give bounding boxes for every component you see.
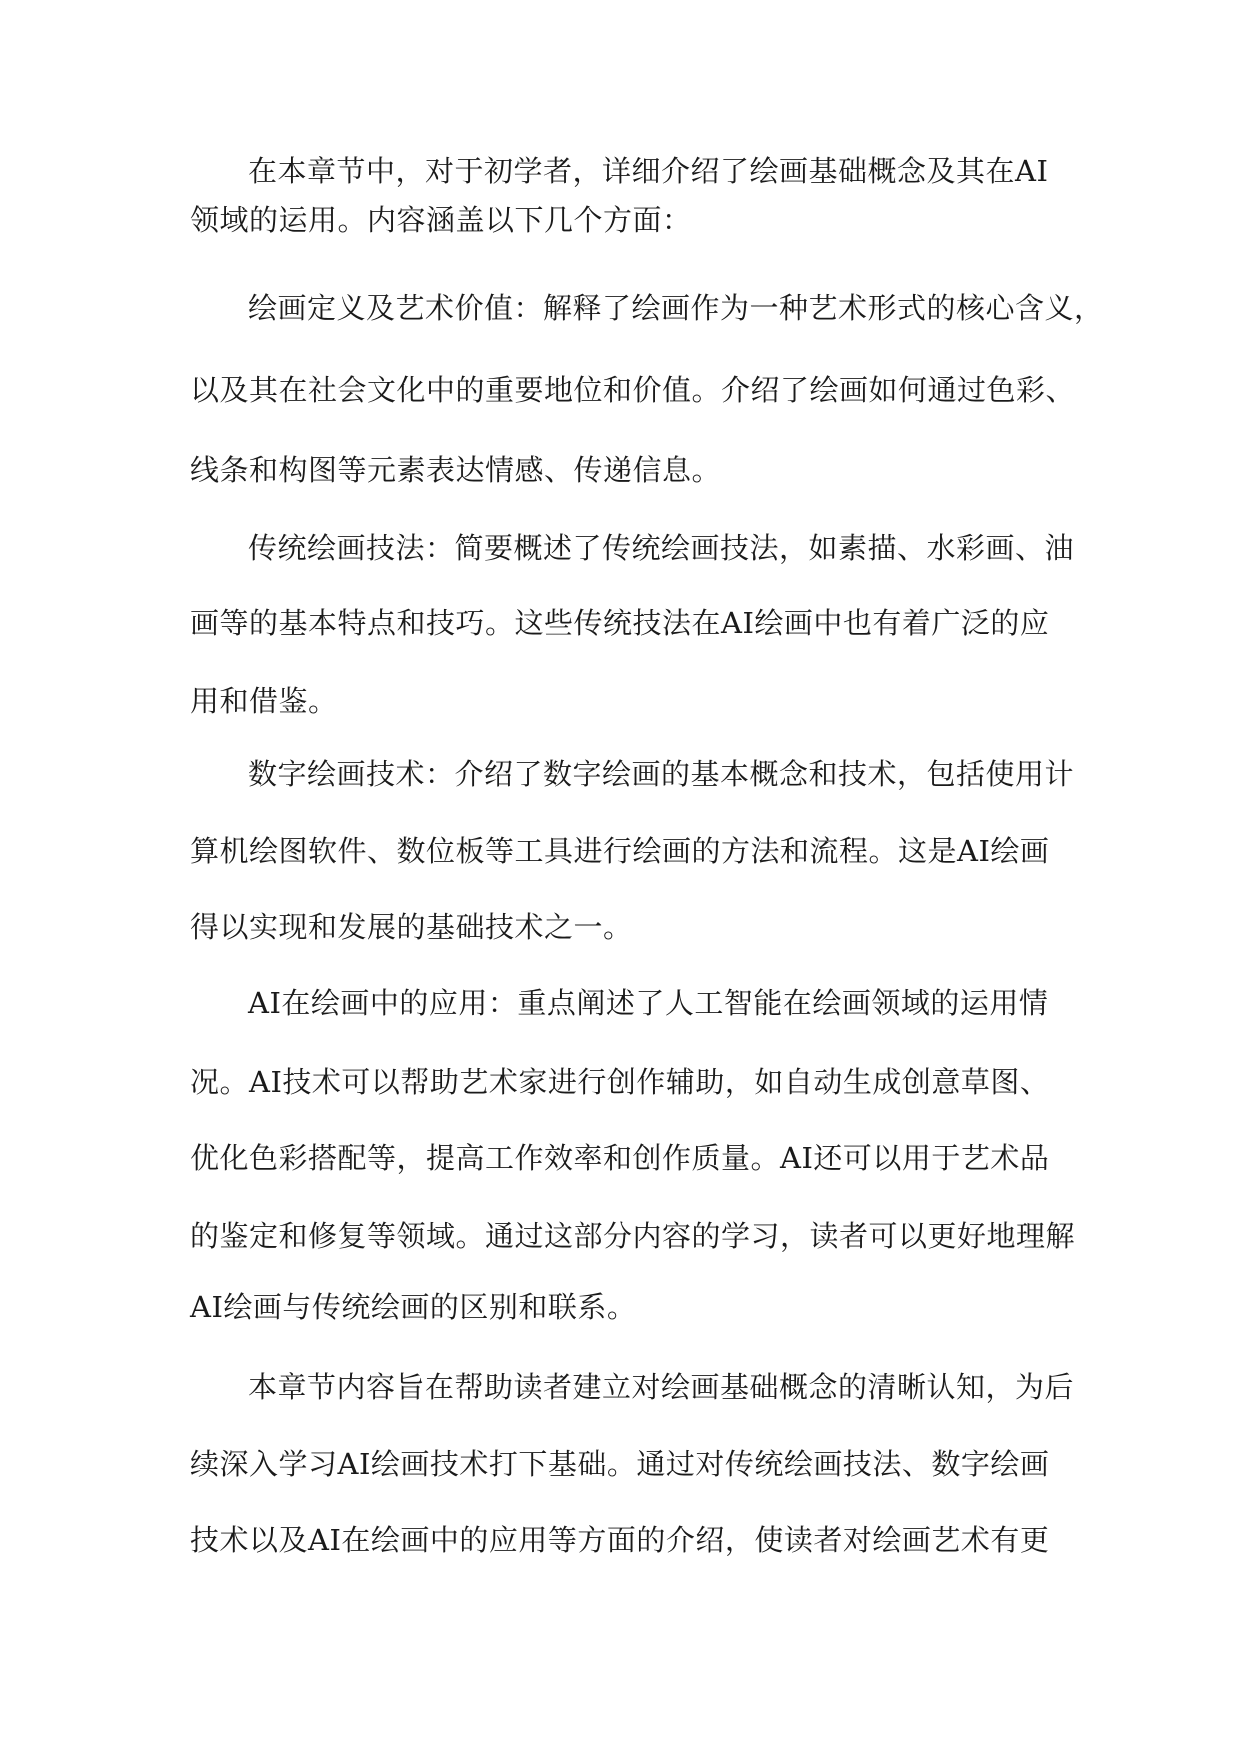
text-line: 领域的运用。内容涵盖以下几个方面： xyxy=(190,203,692,237)
text-line: 传统绘画技法：简要概述了传统绘画技法，如素描、水彩画、油 xyxy=(248,531,1075,565)
text-line: 画等的基本特点和技巧。这些传统技法在AI绘画中也有着广泛的应 xyxy=(190,606,1050,640)
text-line: 况。AI技术可以帮助艺术家进行创作辅助，如自动生成创意草图、 xyxy=(190,1065,1050,1099)
text-line: 优化色彩搭配等，提高工作效率和创作质量。AI还可以用于艺术品 xyxy=(190,1141,1050,1175)
text-line: 的鉴定和修复等领域。通过这部分内容的学习，读者可以更好地理解 xyxy=(190,1219,1076,1253)
text-line: 续深入学习AI绘画技术打下基础。通过对传统绘画技法、数字绘画 xyxy=(190,1447,1050,1481)
text-line: 数字绘画技术：介绍了数字绘画的基本概念和技术，包括使用计 xyxy=(248,757,1075,791)
text-line: 以及其在社会文化中的重要地位和价值。介绍了绘画如何通过色彩、 xyxy=(190,373,1076,407)
text-line: 算机绘图软件、数位板等工具进行绘画的方法和流程。这是AI绘画 xyxy=(190,834,1050,868)
text-line: AI在绘画中的应用：重点阐述了人工智能在绘画领域的运用情 xyxy=(248,986,1049,1020)
text-line: 在本章节中，对于初学者，详细介绍了绘画基础概念及其在AI xyxy=(248,154,1049,188)
text-line: 线条和构图等元素表达情感、传递信息。 xyxy=(190,453,722,487)
text-line: 技术以及AI在绘画中的应用等方面的介绍，使读者对绘画艺术有更 xyxy=(190,1523,1050,1557)
text-line: 本章节内容旨在帮助读者建立对绘画基础概念的清晰认知，为后 xyxy=(248,1370,1075,1404)
text-line: 用和借鉴。 xyxy=(190,684,338,718)
text-line: 绘画定义及艺术价值：解释了绘画作为一种艺术形式的核心含义， xyxy=(248,291,1104,325)
text-line: AI绘画与传统绘画的区别和联系。 xyxy=(190,1290,637,1324)
text-line: 得以实现和发展的基础技术之一。 xyxy=(190,910,633,944)
